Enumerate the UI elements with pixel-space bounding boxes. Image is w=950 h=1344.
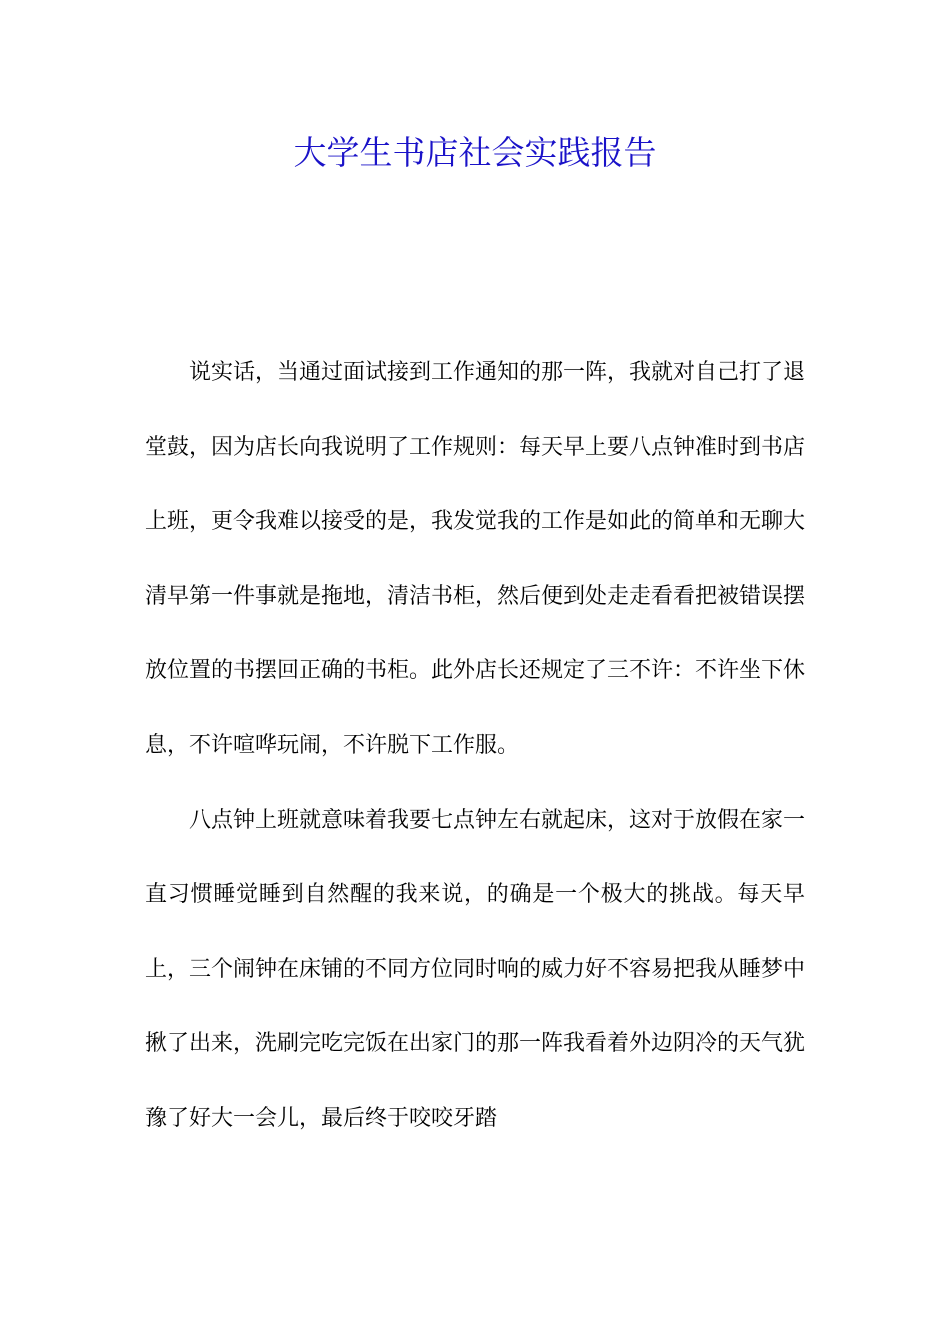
document-body — [145, 336, 805, 1157]
paragraph: 说实话，当通过面试接到工作通知的那一阵，我就对自己打了退堂鼓，因为店长向我说明了工作规则：每天早上要八点钟准时到书店上班，更令我难以接受的是，我发觉我的工作是如此的简单和无聊大清早第一件事就是拖地，清洁书柜，然后便到处走走看看把被错误摆放位置的书摆回正确的书柜。此外店长还规定了三不许：不许坐下休息，不许喧哗玩闹，不许脱下工作服。 — [145, 360, 806, 758]
paragraph: 八点钟上班就意味着我要七点钟左右就起床，这对于放假在家一直习惯睡觉睡到自然醒的我来说，的确是一个极大的挑战。每天早上，三个闹钟在床铺的不同方位同时响的威力好不容易把我从睡梦中揪了出来，洗刷完吃完饭在出家门的那一阵我看着外边阴冷的天气犹豫了好大一会儿，最后终于咬咬牙踏 — [145, 807, 806, 1131]
document-title: 大学生书店社会实践报告 — [293, 133, 657, 172]
